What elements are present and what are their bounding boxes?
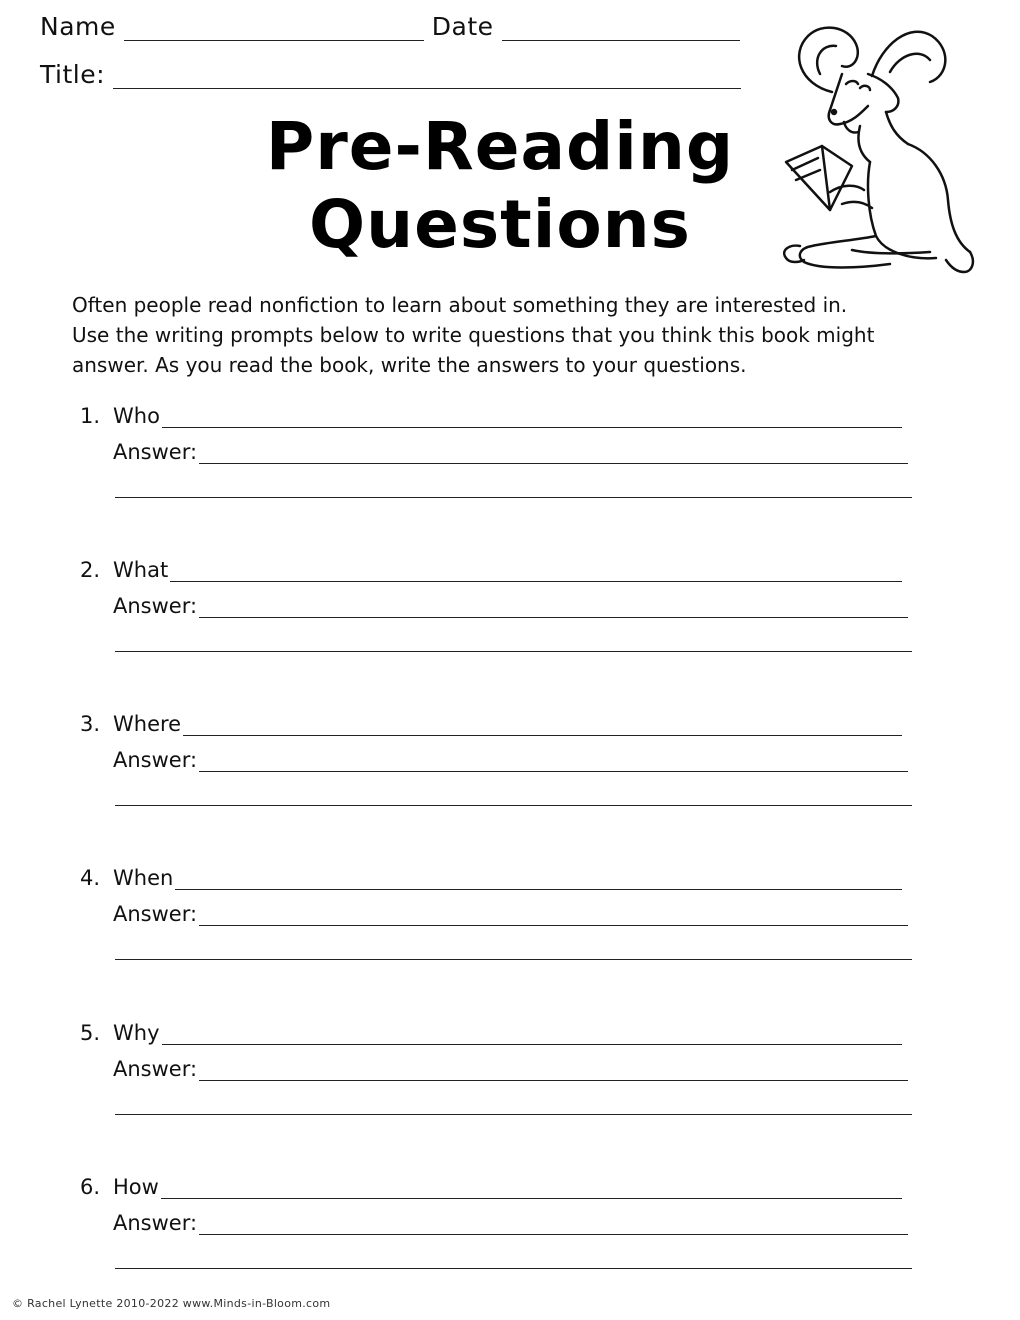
answer-label: Answer: [113, 902, 198, 926]
question-number: 6. [80, 1175, 101, 1199]
question-prompt: How [113, 1175, 159, 1199]
question-prompt: Where [113, 712, 182, 736]
answer-row [113, 594, 908, 618]
answer-line[interactable] [199, 905, 908, 926]
name-label: Name [40, 12, 116, 41]
answer-label: Answer: [113, 1211, 198, 1235]
date-line[interactable] [502, 18, 740, 41]
question-prompt: Who [113, 404, 160, 428]
question-line[interactable] [170, 561, 902, 582]
answer-line-extra[interactable] [115, 959, 912, 960]
answer-row [113, 902, 908, 926]
name-line[interactable] [124, 18, 424, 41]
question-line[interactable] [162, 407, 902, 428]
ram-reading-book-icon [760, 14, 985, 294]
question-line[interactable] [162, 1024, 902, 1045]
page-title-line1: Pre-Reading [265, 108, 735, 185]
question-line[interactable] [183, 715, 902, 736]
answer-line-extra[interactable] [115, 805, 912, 806]
answer-row [113, 1057, 908, 1081]
name-date-row [40, 12, 740, 41]
instructions-text: Often people read nonfiction to learn about something they are interested in. Use the writing prompts below to write questions that you think this book might answer. As you read the book, write the answers to your questions. [72, 293, 875, 377]
copyright-footer: © Rachel Lynette 2010-2022 www.Minds-in-Bloom.com [12, 1297, 331, 1310]
question-row [80, 404, 902, 428]
answer-row [113, 1211, 908, 1235]
title-label: Title: [40, 60, 105, 89]
title-row [40, 60, 741, 89]
answer-line-extra[interactable] [115, 1268, 912, 1269]
page-title-line2: Questions [309, 186, 691, 263]
question-row [80, 712, 902, 736]
answer-line[interactable] [199, 751, 908, 772]
answer-line-extra[interactable] [115, 651, 912, 652]
answer-line[interactable] [199, 1214, 908, 1235]
question-prompt: Why [113, 1021, 160, 1045]
question-prompt: What [113, 558, 169, 582]
question-row [80, 1175, 902, 1199]
answer-row [113, 440, 908, 464]
answer-line[interactable] [199, 443, 908, 464]
question-number: 4. [80, 866, 101, 890]
question-row [80, 558, 902, 582]
answer-label: Answer: [113, 594, 198, 618]
question-line[interactable] [175, 869, 902, 890]
answer-label: Answer: [113, 748, 198, 772]
question-number: 3. [80, 712, 101, 736]
question-prompt: When [113, 866, 174, 890]
answer-line-extra[interactable] [115, 1114, 912, 1115]
answer-label: Answer: [113, 440, 198, 464]
answer-line[interactable] [199, 1060, 908, 1081]
question-number: 2. [80, 558, 101, 582]
question-number: 5. [80, 1021, 101, 1045]
answer-row [113, 748, 908, 772]
answer-line[interactable] [199, 597, 908, 618]
answer-line-extra[interactable] [115, 497, 912, 498]
title-line[interactable] [113, 66, 741, 89]
question-number: 1. [80, 404, 101, 428]
page-title [190, 108, 810, 264]
answer-label: Answer: [113, 1057, 198, 1081]
date-label: Date [431, 12, 494, 41]
question-row [80, 866, 902, 890]
question-line[interactable] [161, 1178, 902, 1199]
question-row [80, 1021, 902, 1045]
